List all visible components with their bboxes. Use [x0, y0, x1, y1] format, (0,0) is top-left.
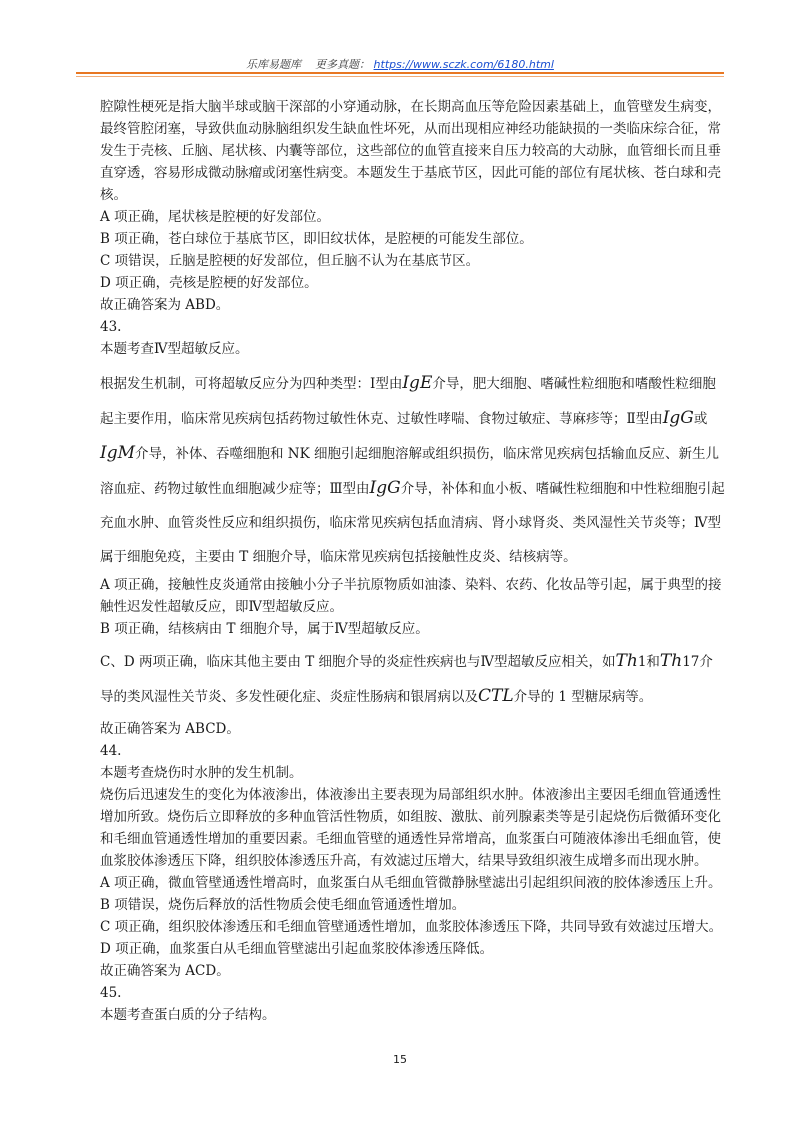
text-segment: 根据发生机制，可将超敏反应分为四种类型：Ⅰ型由 [100, 376, 403, 392]
text-segment: 介导，肥大细胞、嗜碱性粒细胞和嗜酸性粒细胞起主要作用，临床常见疾病包括药物过敏性休克、过敏性哮喘、食物过敏症、荨麻疹等；Ⅱ型由 [100, 376, 716, 427]
answer-44: 故正确答案为 ACD。 [100, 963, 230, 979]
document-body [100, 96, 726, 1026]
text-segment: 介导，补体、吞噬细胞和 NK 细胞引起细胞溶解或组织损伤，临床常见疾病包括输血反应、新生儿溶血症、药物过敏性血细胞减少症等；Ⅲ型由 [100, 446, 719, 497]
option-cd-43 [100, 644, 726, 714]
option-d-44: D 项正确，血浆蛋白从毛细血管壁滤出引起血浆胶体渗透压降低。 [100, 941, 494, 957]
option-a-43: A 项正确，接触性皮炎通常由接触小分子半抗原物质如油漆、染料、农药、化妆品等引起，属于典型的接触性迟发性超敏反应，即Ⅳ型超敏反应。 [100, 577, 722, 615]
option-a-44: A 项正确，微血管壁通透性增高时，血浆蛋白从毛细血管微静脉壁滤出引起组织间液的胶体渗透压上升。 [100, 875, 722, 891]
math-num: 1 [637, 654, 647, 670]
topic-45: 本题考查蛋白质的分子结构。 [100, 1007, 276, 1023]
option-d: D 项正确，壳核是腔梗的好发部位。 [100, 275, 318, 291]
math-num-2: 17 [682, 654, 700, 670]
paragraph-burn-edema: 烧伤后迅速发生的变化为体液渗出，体液渗出主要表现为局部组织水肿。体液渗出主要因毛细血管通透性增加所致。烧伤后立即释放的多种血管活性物质，如组胺、激肽、前列腺素类等是引起烧伤后微循环变化和毛细血管通透性增加的重要因素。毛细血管壁的通透性异常增高，血浆蛋白可随液体渗出毛细血管，使血浆胶体渗透压下降，组织胶体渗透压升高，有效滤过压增大，结果导致组织液生成增多而出现水肿。 [100, 787, 721, 869]
topic-43: 本题考查Ⅳ型超敏反应。 [100, 341, 249, 357]
math-igg: IgG [662, 408, 694, 428]
text-segment: 介导的类风湿性关节炎、多发性硬化症、炎症性肠病和银屑病以及 [100, 654, 713, 705]
header-label-2: 更多真题： [315, 58, 371, 71]
option-a: A 项正确，尾状核是腔梗的好发部位。 [100, 209, 331, 225]
question-number-44: 44. [100, 743, 122, 759]
option-b: B 项正确，苍白球位于基底节区，即旧纹状体，是腔梗的可能发生部位。 [100, 231, 533, 247]
option-b-44: B 项错误，烧伤后释放的活性物质会使毛细血管通透性增加。 [100, 897, 466, 913]
header-label-1: 乐库易题库 [246, 58, 302, 71]
text-segment: 介导，补体和血小板、嗜碱性粒细胞和中性粒细胞引起充血水肿、血管炎性反应和组织损伤，临床常见疾病包括血清病、肾小球肾炎、类风湿性关节炎等；Ⅳ型属于细胞免疫，主要由 T 细胞介导，临床常见疾病包括接触性皮炎、结核病等。 [100, 481, 725, 565]
option-c: C 项错误，丘脑是腔梗的好发部位，但丘脑不认为在基底节区。 [100, 253, 480, 269]
answer-42: 故正确答案为 ABD。 [100, 297, 230, 313]
math-igg-2: IgG [369, 478, 401, 498]
answer-43: 故正确答案为 ABCD。 [100, 721, 240, 737]
option-c-44: C 项正确，组织胶体渗透压和毛细血管壁通透性增加，血浆胶体渗透压下降，共同导致有效滤过压增大。 [100, 919, 723, 935]
header-rule-thin [76, 76, 724, 77]
page-header [0, 56, 800, 72]
page-number: 15 [393, 1053, 407, 1066]
header-link[interactable]: https://www.sczk.com/6180.html [373, 58, 554, 71]
paragraph-hypersensitivity [100, 366, 726, 574]
math-igm: IgM [100, 443, 136, 463]
topic-44: 本题考查烧伤时水肿的发生机制。 [100, 765, 303, 781]
math-ige: IgE [402, 373, 433, 393]
text-segment: 介导的 1 型糖尿病等。 [513, 689, 653, 705]
text-segment: 和 [646, 654, 660, 670]
header-rule [76, 72, 724, 74]
math-th: Th [615, 651, 638, 671]
paragraph-lacunar: 腔隙性梗死是指大脑半球或脑干深部的小穿通动脉，在长期高血压等危险因素基础上，血管壁发生病变，最终管腔闭塞，导致供血动脉脑组织发生缺血性坏死，从而出现相应神经功能缺损的一类临床综合征，常发生于壳核、丘脑、尾状核、内囊等部位，这些部位的血管直接来自压力较高的大动脉，血管细长而且垂直穿透，容易形成微动脉瘤或闭塞性病变。本题发生于基底节区，因此可能的部位有尾状核、苍白球和壳核。 [100, 99, 721, 203]
math-th-2: Th [659, 651, 683, 671]
question-number-43: 43. [100, 319, 122, 335]
text-segment: C、D 两项正确，临床其他主要由 T 细胞介导的炎症性疾病也与Ⅳ型超敏反应相关，如 [100, 654, 616, 670]
question-number-45: 45. [100, 985, 122, 1001]
option-b-43: B 项正确，结核病由 T 细胞介导，属于Ⅳ型超敏反应。 [100, 621, 429, 637]
text-segment: 或 [693, 411, 708, 427]
math-ctl: CTL [478, 686, 514, 706]
